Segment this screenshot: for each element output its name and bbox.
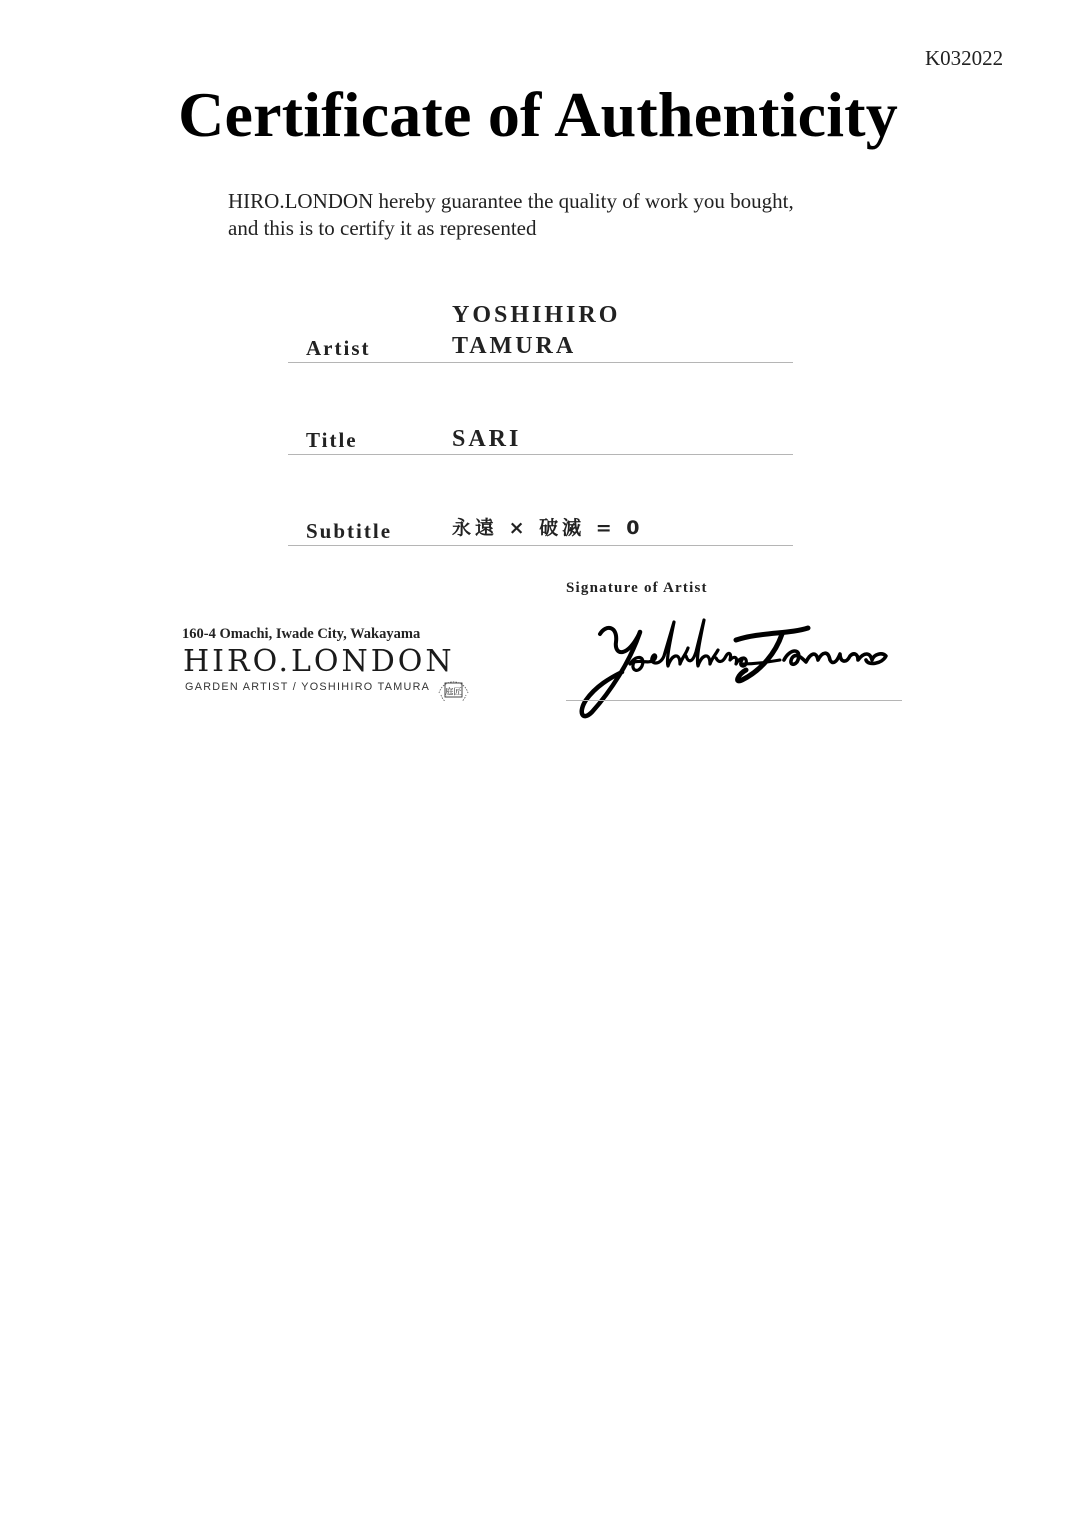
intro-text [228,188,908,242]
artist-signature [570,612,890,724]
intro-line-1: HIRO.LONDON hereby guarantee the quality of work you bought, [228,189,794,213]
artist-value-line-1: YOSHIHIRO [452,302,621,328]
address: 160-4 Omachi, Iwade City, Wakayama [182,626,421,642]
artist-value [452,300,620,362]
brand-logo: HIRO.LONDON [183,644,455,679]
subtitle-value: 永遠 × 破滅 = 0 [452,517,644,539]
intro-line-2: and this is to certify it as represented [228,216,537,240]
certificate-number: K032022 [925,46,1004,70]
page-title: Certificate of Authenticity [178,79,898,150]
title-label: Title [306,428,358,452]
artist-label: Artist [306,336,371,360]
subtitle-underline [288,545,793,546]
brand-seal-icon [434,673,473,701]
brand-tagline: GARDEN ARTIST / YOSHIHIRO TAMURA [185,681,431,693]
signature-label: Signature of Artist [566,580,708,596]
seal-text: 庭匠 [444,687,463,698]
title-underline [288,454,793,455]
artist-underline [288,362,793,363]
artist-value-line-2: TAMURA [452,333,577,359]
subtitle-label: Subtitle [306,519,393,543]
signature-underline [566,700,902,701]
title-value: SARI [452,426,522,452]
